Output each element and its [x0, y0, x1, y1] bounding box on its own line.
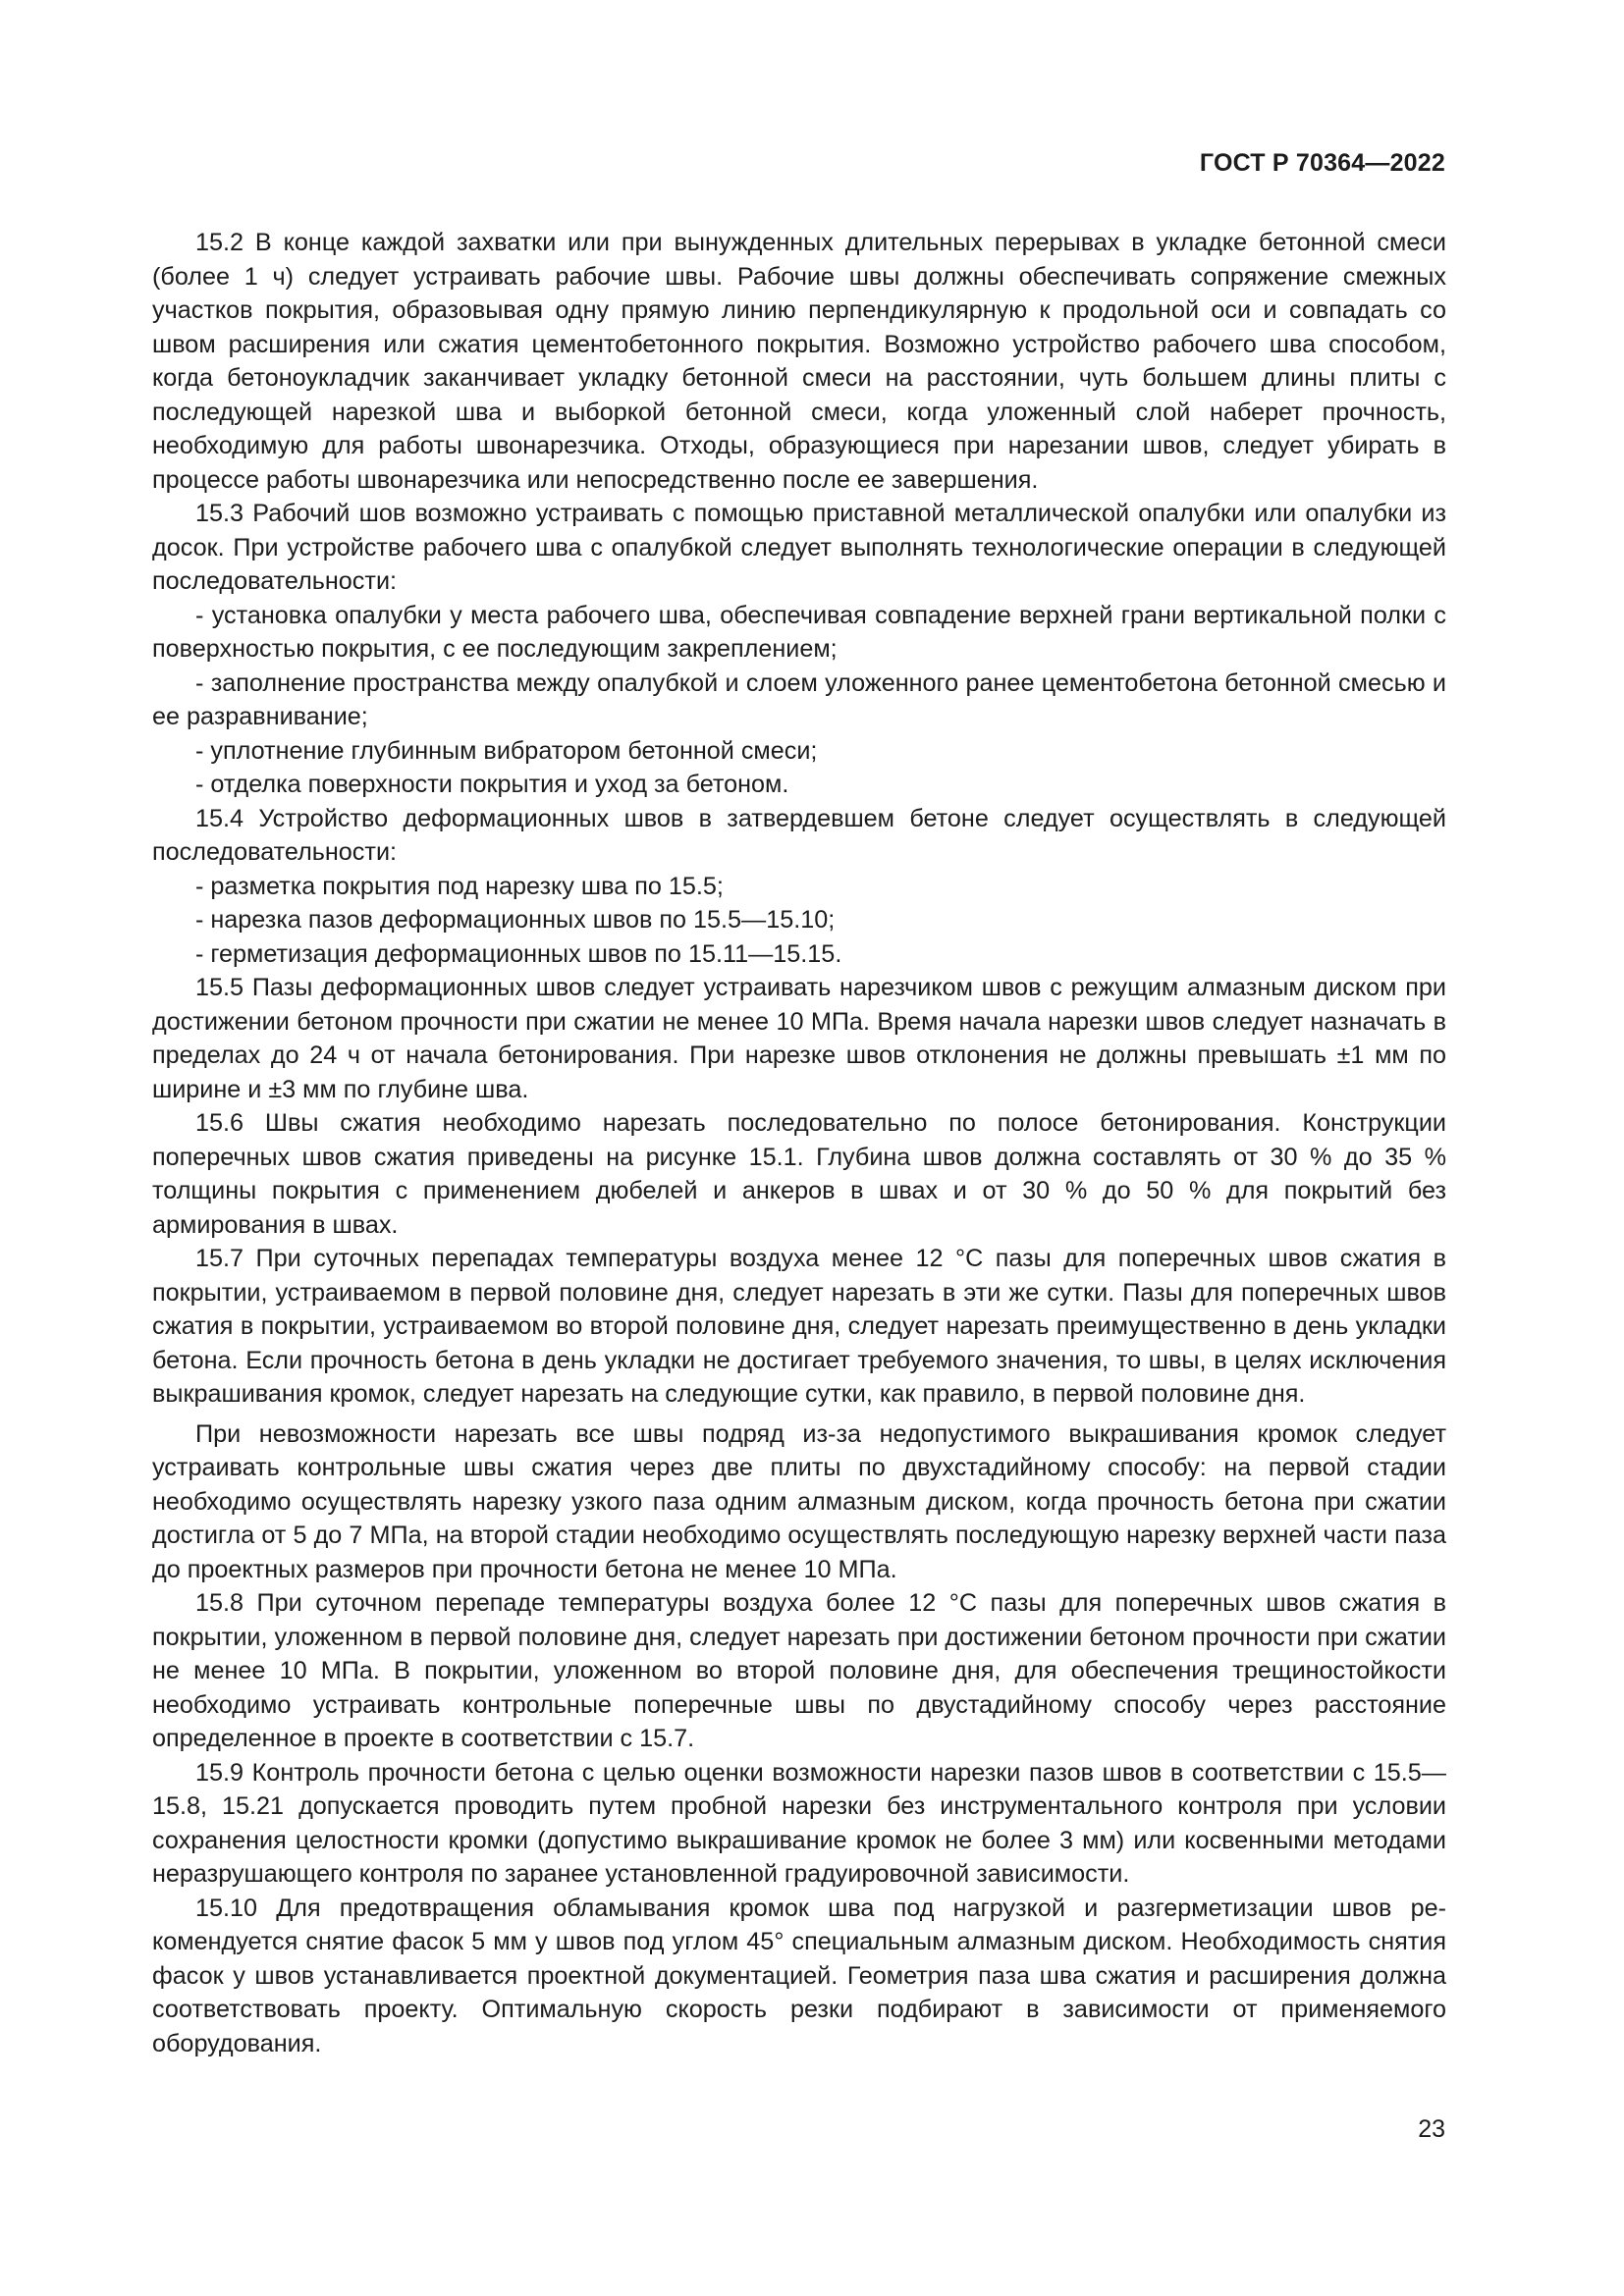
list-item-15-4-a: - разметка покрытия под нарезку шва по 15.5;	[195, 872, 724, 900]
list-item-15-3-d: - отделка поверхности покрытия и уход за бетоном.	[195, 771, 789, 798]
list-item-15-4-c: - герметизация деформационных швов по 15.11—15.15.	[195, 939, 842, 968]
document-body	[152, 226, 1446, 2060]
list-item-15-4-b: - нарезка пазов деформационных швов по 15.5—15.10;	[195, 906, 836, 934]
paragraph-15-4: 15.4 Устройство деформационных швов в затвердевшем бетоне следует осуществлять в следующей последовательности:	[152, 804, 1446, 866]
list-item-15-3-a: - установка опалубки у места рабочего шва, обеспечивая совпадение верхней грани вертикальной полки с поверхностью покрытия, с ее последующим закреплением;	[152, 601, 1446, 663]
paragraph-15-3: 15.3 Рабочий шов возможно устраивать с помощью приставной металлической опалубки или опалубки из досок. При устройстве рабочего шва с опалубкой следует выполнять технологические операции в следующей последовательности:	[152, 500, 1446, 595]
list-item-15-3-c: - уплотнение глубинным вибратором бетонной смеси;	[195, 736, 818, 765]
paragraph-15-7: 15.7 При суточных перепадах температуры воздуха менее 12 °С пазы для поперечных швов сжатия в покрытии, устраиваемом в первой половине дня, следует нарезать в эти же сутки. Пазы для поперечных швов сжатия в покрытии, устраиваемом во второй половине дня, следует нарезать преимущественно в день укладки бетона. Если прочность бетона в день укладки не достигает требуемого значения, то швы, в целях исключения выкрашивания кромок, следует нарезать на следующие сутки, как правило, в первой половине дня.	[152, 1245, 1446, 1408]
paragraph-15-6: 15.6 Швы сжатия необходимо нарезать последовательно по полосе бетонирования. Конструкции поперечных швов сжатия приведены на рисунке 15.1. Глубина швов должна составлять от 30 % до 35 % толщины покрытия с применением дюбелей и анкеров в швах и от 30 % до 50 % для покрытий без армирования в швах.	[152, 1109, 1446, 1239]
paragraph-15-2: 15.2 В конце каждой захватки или при вынужденных длительных перерывах в укладке бетонной смеси (более 1 ч) следует устраивать рабочие швы. Рабочие швы должны обеспечивать сопряжение смежных участков покрытия, образовывая одну прямую линию перпендикулярную к продольной оси и совпадать со швом расширения или сжатия цементобетонного покрытия. Возможно устройство рабочего шва способом, когда бетоноукладчик заканчивает укладку бетонной смеси на расстоянии, чуть большем длины плиты с последующей нарезкой шва и выборкой бетонной смеси, когда уложенный слой наберет прочность, необходимую для работы швонарезчика. Отходы, образующиеся при нарезании швов, следует убирать в процессе работы швонарезчика или непосредственно после ее завершения.	[152, 229, 1446, 494]
paragraph-15-9: 15.9 Контроль прочности бетона с целью оценки возможности нарезки пазов швов в соответствии с 15.5—15.8, 15.21 допускается проводить путем пробной нарезки без инструментального контроля при условии сохранения целостности кромки (допустимо выкрашивание кромок не более 3 мм) или косвенными методами неразрушающего контроля по заранее установленной градуировочной зависимости.	[152, 1758, 1446, 1888]
paragraph-15-7-continued: При невозможности нарезать все швы подряд из-за недопустимого выкрашивания кромок следует устраивать контрольные швы сжатия через две плиты по двухстадийному способу: на первой стадии необходимо осуществлять нарезку узкого паза одним алмазным диском, когда прочность бетона при сжатии достигла от 5 до 7 МПа, на второй стадии необходимо осуществлять последующую нарезку верхней части паза до проектных размеров при прочности бетона не менее 10 МПа.	[152, 1419, 1446, 1583]
page-number: 23	[1418, 2115, 1445, 2143]
paragraph-15-8: 15.8 При суточном перепаде температуры воздуха более 12 °С пазы для поперечных швов сжатия в покрытии, уложенном в первой половине дня, следует нарезать при достижении бетоном прочности при сжатии не менее 10 МПа. В покрытии, уложенном во второй половине дня, для обеспечения трещиностойкости необходимо устраивать контрольные поперечные швы по двустадийному способу через расстояние определенное в проекте в соответствии с 15.7.	[152, 1589, 1446, 1752]
document-header-standard: ГОСТ Р 70364—2022	[1199, 149, 1445, 177]
paragraph-15-10: 15.10 Для предотвращения обламывания кромок шва под нагрузкой и разгерметизации швов рекомендуется снятие фасок 5 мм у швов под углом 45° специальным алмазным диском. Необходимость снятия фасок у швов устанавливается проектной документацией. Геометрия паза шва сжатия и расширения должна соответствовать проекту. Оптимальную скорость резки подбирают в зависимости от применяемого оборудования.	[152, 1894, 1446, 2057]
list-item-15-3-b: - заполнение пространства между опалубкой и слоем уложенного ранее цементобетона бетонной смесью и ее разравнивание;	[152, 668, 1446, 730]
paragraph-15-5: 15.5 Пазы деформационных швов следует устраивать нарезчиком швов с режущим алмазным диском при достижении бетоном прочности при сжатии не менее 10 МПа. Время начала нарезки швов следует назначать в пределах до 24 ч от начала бетонирования. При нарезке швов отклонения не должны превышать ±1 мм по ширине и ±3 мм по глубине шва.	[152, 974, 1446, 1103]
